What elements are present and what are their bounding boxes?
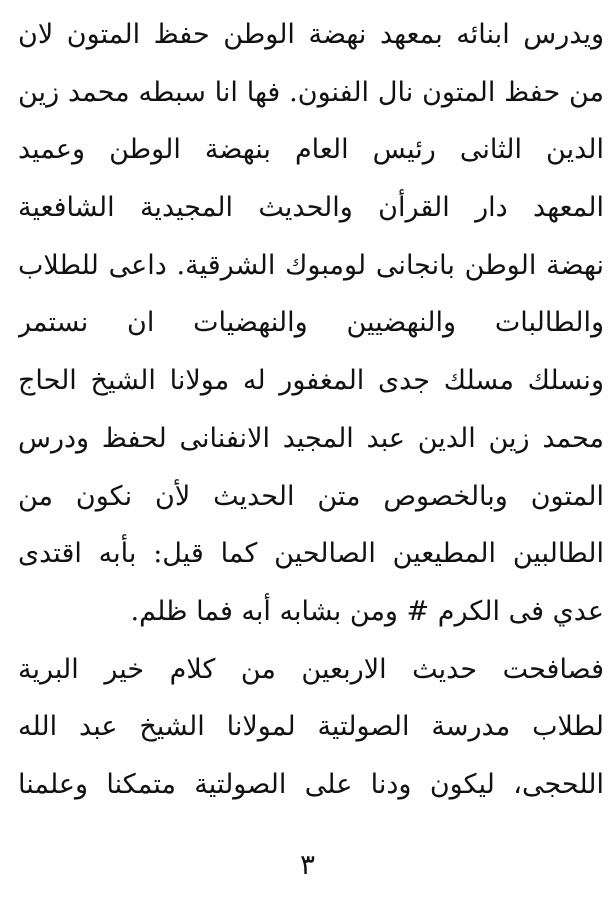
- text-line: محمد زين الدين عبد المجيد الانفنانى لحفظ ودرس: [18, 422, 604, 454]
- text-line: ونسلك مسلك جدى المغفور له مولانا الشيخ الحاج: [18, 365, 604, 397]
- page-number: ٣: [299, 848, 316, 881]
- text-line: والطالبات والنهضيين والنهضيات ان نستمر: [18, 307, 604, 339]
- text-line: الدين الثانى رئيس العام بنهضة الوطن وعميد: [18, 134, 604, 166]
- text-line: نهضة الوطن بانجانى لومبوك الشرقية. داعى للطلاب: [18, 249, 604, 281]
- text-line: الطالبين المطيعين الصالحين كما قيل: بأبه اقتدى: [18, 538, 604, 570]
- text-line: اللحجى، ليكون ودنا على الصولتية متمكنا وعلمنا: [18, 768, 604, 800]
- body-text: [18, 6, 604, 814]
- text-line: المتون وبالخصوص متن الحديث لأن نكون من: [18, 480, 604, 512]
- text-line: عدي فى الكرم # ومن بشابه أبه فما ظلم.: [130, 595, 604, 627]
- text-line: ويدرس ابنائه بمعهد نهضة الوطن حفظ المتون لان: [18, 19, 604, 50]
- text-line: المعهد دار القرأن والحديث المجيدية الشافعية: [18, 192, 604, 224]
- text-line: لطلاب مدرسة الصولتية لمولانا الشيخ عبد الله: [18, 711, 604, 743]
- text-line: من حفظ المتون نال الفنون. فها انا سبطه محمد زين: [18, 76, 604, 108]
- text-line: فصافحت حديث الاربعين من كلام خير البرية: [18, 653, 604, 685]
